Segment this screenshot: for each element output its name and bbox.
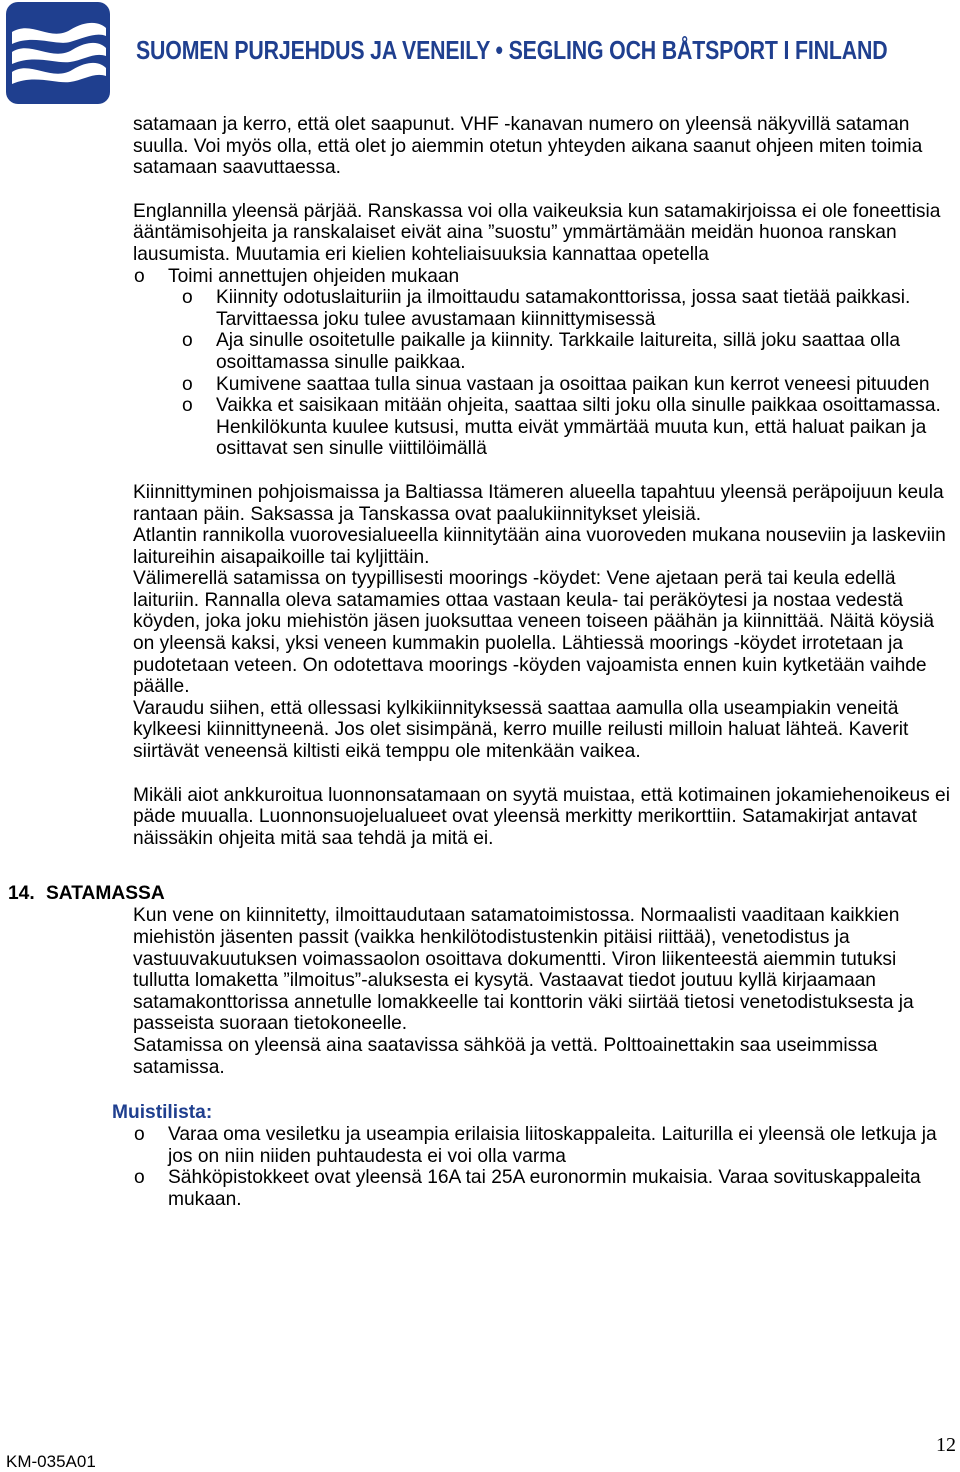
paragraph-check-in: Kun vene on kiinnitetty, ilmoittaudutaan satamatoimistossa. Normaalisti vaaditaan kaikkien miehistön jäsenten passit (vaikka henkilötodistustenkin pitäisi riittää), venetodistus ja vastuuvakuutuksen voimassaolon osoittava dokumentti. Viron liikenteestä aiemmin tutuksi tullutta lomaketta ”ilmoitus”-aluksesta ei kysytä. Vastaavat tiedot joutuu kyllä kirjaamaan satamakonttorissa annetulle lomakkeelle tai konttorin väki siirtää tietosi venetodistuksesta ja passeista suoraan tietokoneelle. [133, 905, 914, 1035]
section-heading [8, 883, 960, 905]
paragraph-language: Englannilla yleensä pärjää. Ranskassa voi olla vaikeuksia kun satamakirjoissa ei ole foneettisia ääntämisohjeita ja ranskalaiset eivät aina ”suostu” ymmärtämään meidän huonoa ranskan lausumista. Muutamia eri kielien kohteliaisuuksia kannattaa opetella [133, 200, 941, 265]
checklist-item-text: Varaa oma vesiletku ja useampia erilaisia liitoskappaleita. Laiturilla ei yleensä ole letkuja ja jos on niin niiden puhtaudesta ei voi olla varma [168, 1124, 937, 1167]
bullet-icon: o [182, 287, 193, 309]
list-item [134, 265, 958, 288]
sub-list-item [182, 373, 956, 396]
page-number: 12 [936, 1434, 956, 1456]
checklist-item [134, 1167, 958, 1210]
sub-list-item-text: Vaikka et saisikaan mitään ohjeita, saattaa silti joku olla sinulle paikkaa osoittamassa. Henkilökunta kuulee kutsusi, mutta eivät ymmärtää muuta kun, että haluat paikan ja osittavat sen sinulle viittilöimällä [216, 395, 941, 460]
paragraph-mediterranean-mooring: Välimerellä satamissa on tyypillisesti moorings -köydet: Vene ajetaan perä tai keula edellä laituriin. Rannalla oleva satamamies ottaa vastaan keula- tai peräköytesi ja nostaa vedestä köyden, joka joku miehistön jäsen juoksuttaa veneen toiseen päähän ja kiinnittää. Näitä köysiä on yleensä kaksi, yksi veneen kummakin puolella. Lähtiessä moorings -köydet irrotetaan ja pudotetaan veteen. On odotettava moorings -köyden vajoamista ennen kuin kytketään vaihde päälle. [133, 568, 935, 698]
sub-list-item [182, 330, 956, 373]
organization-name: SUOMEN PURJEHDUS JA VENEILY • SEGLING OCH BÅTSPORT I FINLAND [136, 35, 888, 65]
bullet-icon: o [182, 330, 193, 352]
bullet-icon: o [134, 1124, 145, 1146]
paragraph-nordic-mooring: Kiinnittyminen pohjoismaissa ja Baltiassa Itämeren alueella tapahtuu yleensä peräpoijuun keula rantaan päin. Saksassa ja Tanskassa ovat paalukiinnitykset yleisiä. [133, 481, 944, 525]
document-body [0, 114, 960, 1211]
section-title: SATAMASSA [46, 883, 165, 905]
waves-logo-icon [6, 2, 110, 104]
sub-list-item-text: Kiinnity odotuslaituriin ja ilmoittaudu satamakonttorissa, jossa saat tietää paikkasi. Tarvittaessa joku tulee avustamaan kiinnittymisessä [216, 287, 911, 330]
bullet-icon: o [134, 265, 145, 287]
paragraph-atlantic-mooring: Atlantin rannikolla vuorovesialueella kiinnitytään aina vuoroveden mukana nouseviin ja laskeviin laitureihin aisapaikoille tai kyljittäin. [133, 525, 946, 568]
document-code: KM-035A01 [6, 1452, 96, 1471]
paragraph-side-mooring: Varaudu siihen, että ollessasi kylkikiinnityksessä saattaa aamulla olla useampiakin veneitä kylkeesi kiinnittyneenä. Jos olet sisimpänä, kerro muille reilusti milloin haluat lähteä. Kaverit siirtävät veneensä kiltisti eikä temppu ole mitenkään vaikea. [133, 697, 909, 763]
bullet-icon: o [134, 1167, 145, 1189]
paragraph-anchoring: Mikäli aiot ankkuroitua luonnonsatamaan on syytä muistaa, että kotimainen jokamiehenoikeus ei päde muualla. Luonnonsuojelualueet ovat yleensä merkitty merikorttiin. Satamakirjat antavat näissäkin ohjeita mitä saa tehdä ja mitä ei. [133, 784, 950, 849]
list-item-text: Toimi annettujen ohjeiden mukaan [168, 265, 460, 287]
checklist-title: Muistilista: [112, 1102, 213, 1124]
bullet-icon: o [182, 373, 193, 395]
sub-list-item [182, 395, 956, 460]
sub-list-item-text: Aja sinulle osoitetulle paikalle ja kiinnity. Tarkkaile laitureita, sillä joku saattaa olla osoittamassa sinulle paikkaa. [216, 330, 901, 373]
section-number: 14. [8, 883, 35, 905]
sub-list-item [182, 287, 956, 330]
paragraph-services: Satamissa on yleensä aina saatavissa sähköä ja vettä. Polttoainettakin saa useimmissa satamissa. [133, 1034, 878, 1078]
paragraph-arrival: satamaan ja kerro, että olet saapunut. VHF -kanavan numero on yleensä näkyvillä sataman suulla. Voi myös olla, että olet jo aiemmin otetun yhteyden aikana saanut ohjeen miten toimia satamaan saavuttaessa. [133, 114, 923, 179]
page-header [0, 0, 960, 108]
checklist-item [134, 1124, 958, 1167]
checklist-item-text: Sähköpistokkeet ovat yleensä 16A tai 25A euronormin mukaisia. Varaa sovituskappaleita mukaan. [168, 1167, 921, 1210]
bullet-icon: o [182, 395, 193, 417]
sub-list-item-text: Kumivene saattaa tulla sinua vastaan ja osoittaa paikan kun kerrot veneesi pituuden [216, 373, 930, 395]
